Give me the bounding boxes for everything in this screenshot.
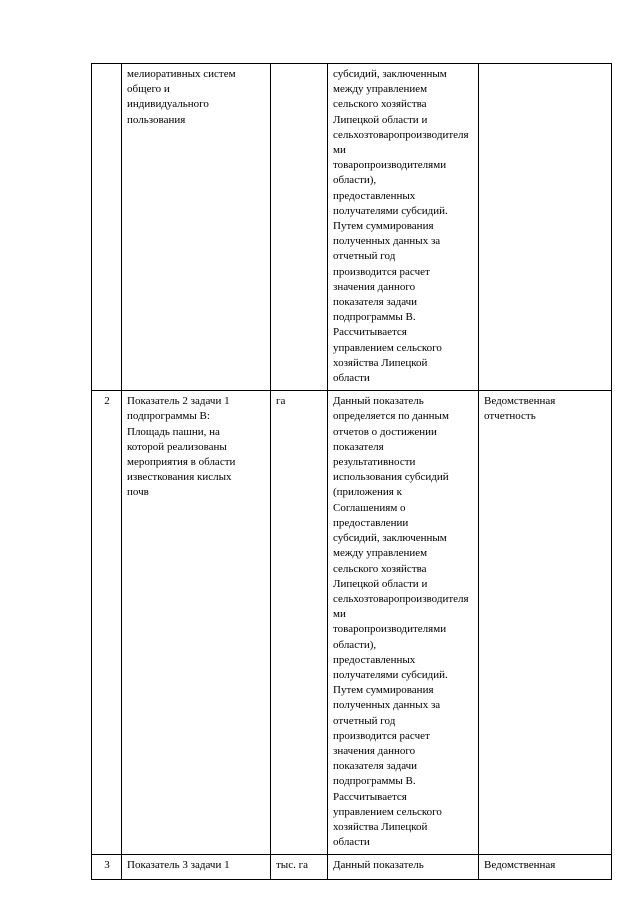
indicator-name-cell: Показатель 3 задачи 1 bbox=[122, 855, 271, 880]
row-number-cell bbox=[92, 64, 122, 391]
source-cell: Ведомственная bbox=[479, 855, 612, 880]
method-cell: субсидий, заключенным между управлением сельского хозяйства Липецкой области и сельхозтоваропроизводителями товаропроизводителями области), предоставленных получателями субсидий. Путем суммирования полученных данных за отчетный год производится расчет значения данного показателя задачи подпрограммы В. Рассчитывается управлением сельского хозяйства Липецкой области bbox=[328, 64, 479, 391]
indicator-name-cell: мелиоративных систем общего и индивидуального пользования bbox=[122, 64, 271, 391]
row-number-cell: 3 bbox=[92, 855, 122, 880]
table-row bbox=[92, 64, 612, 391]
unit-cell: га bbox=[271, 391, 328, 855]
row-number-cell: 2 bbox=[92, 391, 122, 855]
unit-cell: тыс. га bbox=[271, 855, 328, 880]
table-row bbox=[92, 391, 612, 855]
method-cell: Данный показатель определяется по данным отчетов о достижении показателя результативности использования субсидий (приложения к Соглашениям о предоставлении субсидий, заключенным между управлением сельского хозяйства Липецкой области и сельхозтоваропроизводителями товаропроизводителями области), предоставленных получателями субсидий. Путем суммирования полученных данных за отчетный год производится расчет значения данного показателя задачи подпрограммы В. Рассчитывается управлением сельского хозяйства Липецкой области bbox=[328, 391, 479, 855]
method-cell: Данный показатель bbox=[328, 855, 479, 880]
source-cell: Ведомственная отчетность bbox=[479, 391, 612, 855]
indicator-name-cell: Показатель 2 задачи 1 подпрограммы В: Площадь пашни, на которой реализованы мероприятия в области известкования кислых почв bbox=[122, 391, 271, 855]
unit-cell bbox=[271, 64, 328, 391]
indicator-table bbox=[91, 63, 612, 880]
table-row bbox=[92, 855, 612, 880]
source-cell bbox=[479, 64, 612, 391]
